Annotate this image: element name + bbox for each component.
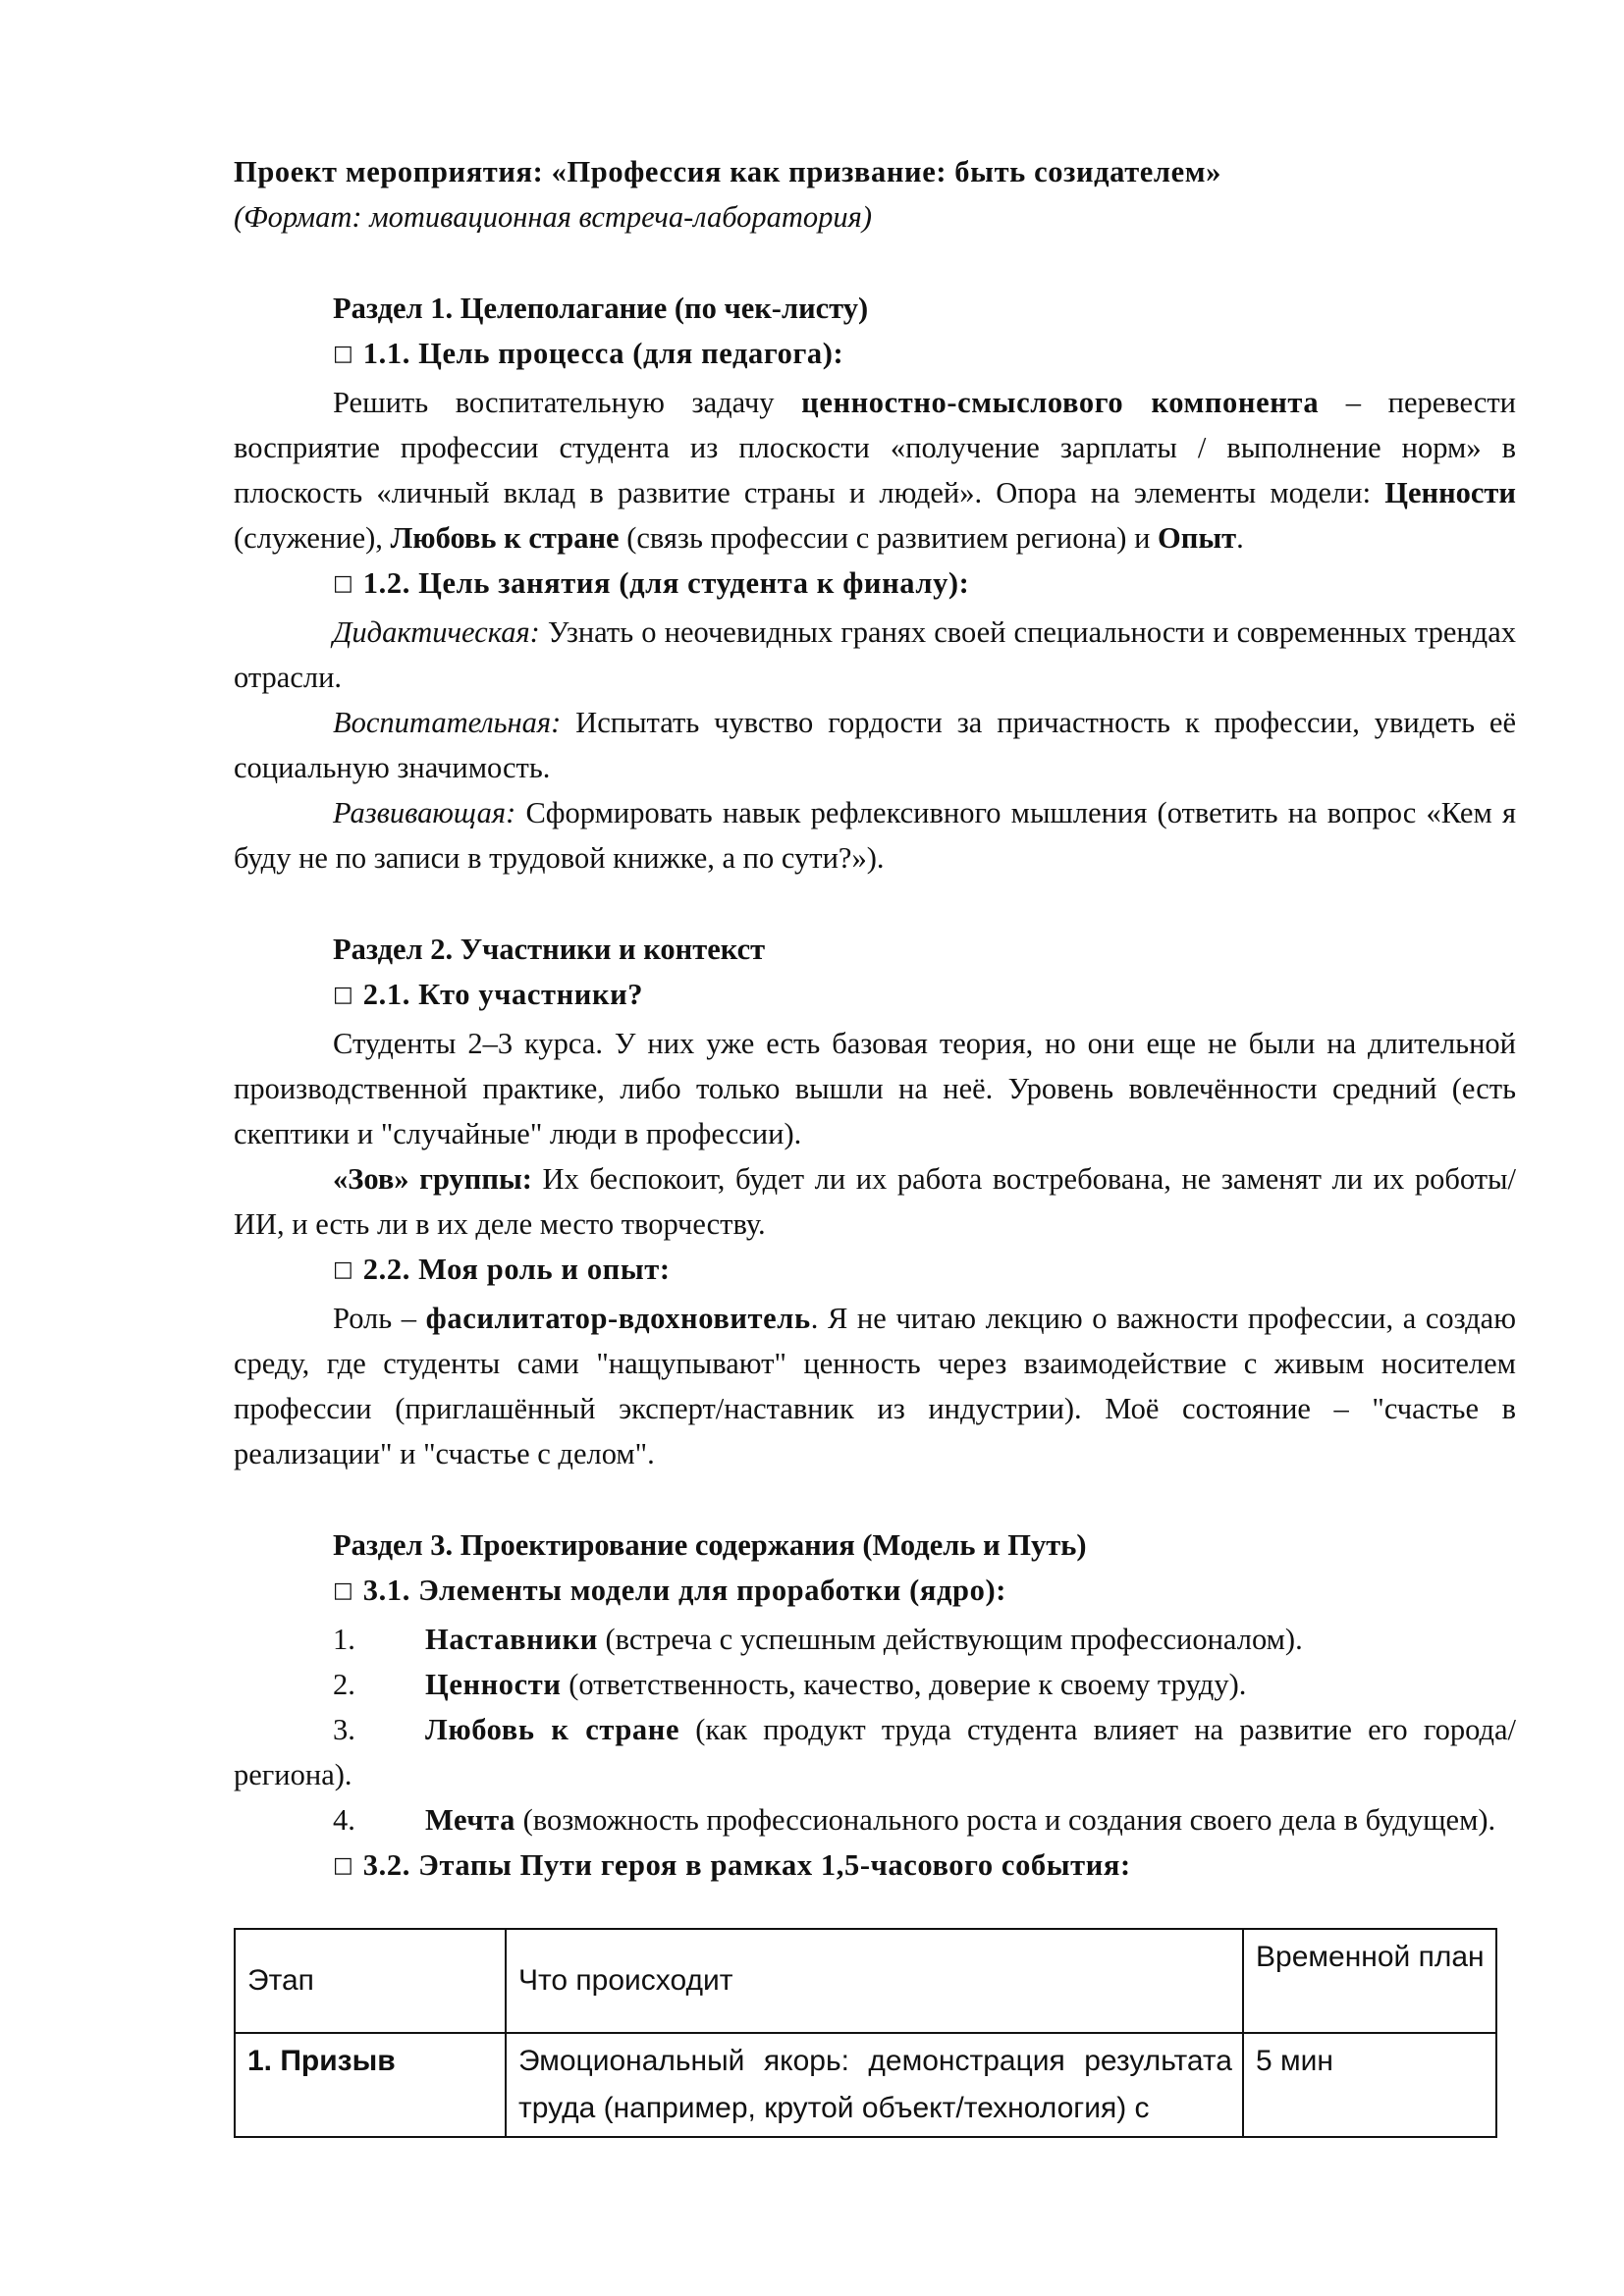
table-cell-what: Эмоциональный якорь: демонстрация результата труда (например, крутой объект/технология) с — [506, 2033, 1243, 2137]
participants-heading: □ 2.1. Кто участники? — [333, 978, 644, 1011]
group-call-text: «Зов» группы: Их беспокоит, будет ли их работа востребована, не заменят ли их роботы/ИИ, и есть ли в их деле место творчеству. — [234, 1162, 1516, 1241]
goal-process-text: Решить воспитательную задачу ценностно-смыслового компонента – перевести восприятие профессии студента из плоскости «получение зарплаты / выполнение норм» в плоскость «личный вклад в развитие страны и людей». Опора на элементы модели: Ценности (служение), Любовь к стране (связь профессии с развитием региона) и Опыт. — [234, 386, 1517, 555]
goal-educational: Воспитательная: Испытать чувство гордости за причастность к профессии, увидеть её социальную значимость. — [234, 706, 1516, 784]
stages-table — [234, 1928, 1497, 2138]
checkbox-icon: □ — [333, 1257, 353, 1282]
checkbox-icon: □ — [333, 342, 353, 366]
checkbox-icon: □ — [333, 983, 353, 1007]
model-list-item: 1. Наставники (встреча с успешным действующим профессионалом). — [333, 1623, 1303, 1656]
model-heading: □ 3.1. Элементы модели для проработки (ядро): — [333, 1574, 1006, 1607]
role-heading: □ 2.2. Моя роль и опыт: — [333, 1253, 671, 1286]
document-format: (Формат: мотивационная встреча-лаборатория) — [234, 200, 872, 234]
table-header-row — [235, 1929, 1496, 2033]
table-cell-time: 5 мин — [1243, 2033, 1496, 2137]
role-text: Роль – фасилитатор-вдохновитель. Я не читаю лекцию о важности профессии, а создаю среду, где студенты сами "нащупывают" ценность через взаимодействие с живым носителем профессии (приглашённый эксперт/наставник из индустрии). Моё состояние – "счастье в реализации" и "счастье с делом". — [234, 1302, 1516, 1470]
model-list-item: 4. Мечта (возможность профессионального роста и создания своего дела в будущем). — [333, 1803, 1496, 1837]
section-1-heading: Раздел 1. Целеполагание (по чек-листу) — [333, 292, 869, 325]
stages-heading: □ 3.2. Этапы Пути героя в рамках 1,5-часового события: — [333, 1848, 1131, 1882]
goal-didactic: Дидактическая: Узнать о неочевидных гранях своей специальности и современных трендах отрасли. — [234, 615, 1516, 694]
model-list-item: 3. Любовь к стране (как продукт труда студента влияет на развитие его города/региона). — [234, 1713, 1516, 1791]
table-row — [235, 2033, 1496, 2137]
section-3-heading: Раздел 3. Проектирование содержания (Модель и Путь) — [333, 1528, 1087, 1562]
checkbox-icon: □ — [333, 1853, 353, 1878]
goal-lesson-heading: □ 1.2. Цель занятия (для студента к финалу): — [333, 566, 970, 600]
goal-developing: Развивающая: Сформировать навык рефлексивного мышления (ответить на вопрос «Кем я буду не по записи в трудовой книжке, а по сути?»). — [234, 796, 1516, 875]
table-cell-stage: 1. Призыв — [235, 2033, 506, 2137]
section-2-heading: Раздел 2. Участники и контекст — [333, 933, 766, 966]
checkbox-icon: □ — [333, 1578, 353, 1603]
table-header-cell: Этап — [235, 1929, 506, 2033]
document-page — [234, 149, 1516, 1892]
goal-process-heading: □ 1.1. Цель процесса (для педагога): — [333, 337, 844, 370]
participants-text: Студенты 2–3 курса. У них уже есть базовая теория, но они еще не были на длительной производственной практике, либо только вышли на неё. Уровень вовлечённости средний (есть скептики и "случайные" люди в профессии). — [234, 1027, 1516, 1150]
model-list-item: 2. Ценности (ответственность, качество, доверие к своему труду). — [333, 1668, 1247, 1701]
table-header-cell: Что происходит — [506, 1929, 1243, 2033]
table-header-cell: Временной план — [1243, 1929, 1496, 2033]
checkbox-icon: □ — [333, 571, 353, 596]
document-title: Проект мероприятия: «Профессия как призвание: быть созидателем» — [234, 155, 1222, 188]
